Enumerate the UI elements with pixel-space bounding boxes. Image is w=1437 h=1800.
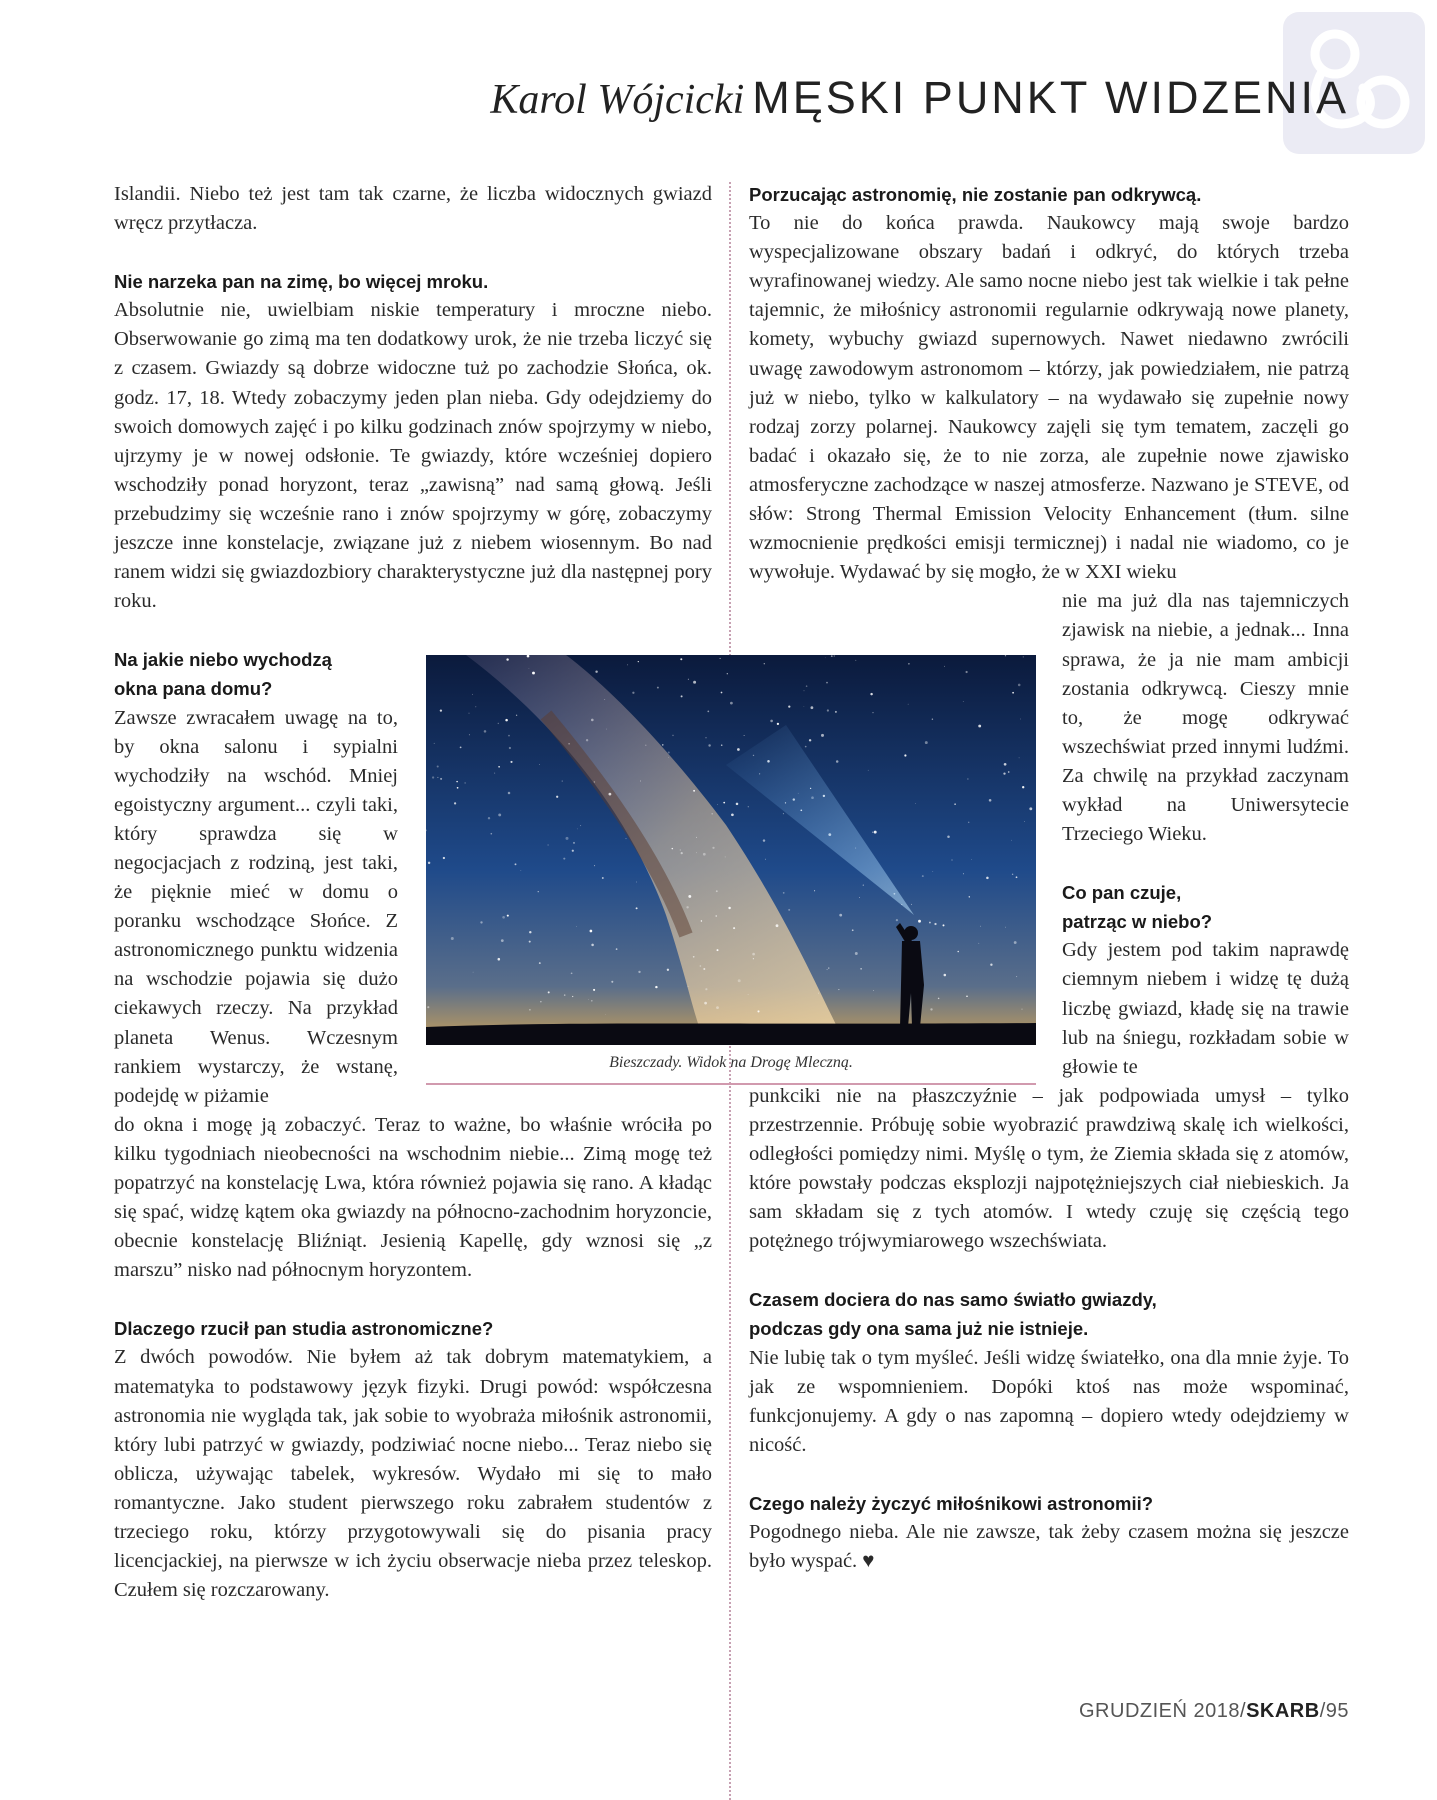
star [672,848,673,849]
star [590,930,593,933]
page-number: 95 [1325,1700,1349,1722]
star [838,989,839,990]
star [548,991,550,993]
star [696,837,697,838]
star [707,711,709,713]
star [788,909,790,911]
star [1016,876,1018,878]
star [827,709,829,711]
star [827,969,828,970]
star [588,999,589,1000]
star [547,844,548,845]
star [556,796,558,798]
star [700,965,702,967]
star [498,723,499,724]
star [510,761,512,763]
star [539,764,540,765]
star [1004,763,1007,766]
star [783,813,784,814]
star [872,832,873,833]
section-title: MĘSKI PUNKT WIDZENIA [752,72,1349,123]
star [731,813,734,816]
star [572,996,573,997]
star [563,858,565,860]
star [971,859,972,860]
star [728,907,730,909]
star [594,781,595,782]
star [473,972,474,973]
star [432,776,434,778]
star [944,666,945,667]
star [828,968,829,969]
star [502,916,505,919]
star [498,958,501,961]
page-header [490,72,1349,124]
star [573,842,575,844]
answer-discoverer-wide: To nie do końca prawda. Naukowcy mają swoje bardzo wyspecjalizowane obszary badań i odkryć, do których trzeba wyrafinowanej wiedzy. Ale samo nocne niebo jest tak wielkie i tak pełne tajemnic, że miłośnicy astronomii regularnie odkrywają nowe planety, komety, wybuchy gwiazd supernowych. Nawet niedawno zwrócili uwagę zawodowym astronomom – którzy, jak powiedziałem, nie patrzą już w niebo, tylko w kalkulatory – na wydawało się zupełnie nowy rodzaj zorzy polarnej. Naukowcy zajęli się tym tematem, zaczęli go badać i okazało się, że to nie zorza, ale zupełnie nowe zjawisko atmosferyczne zachodzące w naszej atmosferze. Nazwano je STEVE, od słów: Strong Thermal Emission Velocity Enhancement (tłum. silne wzmocnienie prędkości emisji termicznej) i nadal nie wiadomo, co je wywołuje. Wydawać by się mogło, że w XXI wieku [749,212,1349,584]
star [696,852,697,853]
question-discoverer: Porzucając astronomię, nie zostanie pan odkrywcą. [749,184,1202,205]
star [860,968,861,969]
star [465,782,466,783]
footer-separator: / [1319,1700,1326,1722]
star [506,658,508,660]
star [954,803,956,805]
star [870,693,872,695]
star [627,665,628,666]
star [951,859,952,860]
star [540,1001,541,1002]
star [1024,821,1025,822]
star [908,663,910,665]
star [818,993,819,994]
star [764,663,765,664]
star [693,956,695,958]
star [595,670,597,672]
star [529,941,531,943]
star [505,719,508,722]
star [604,699,605,700]
star [469,734,470,735]
star [693,790,695,792]
star [705,737,706,738]
star [1023,656,1024,657]
star [508,792,511,795]
star [1005,927,1006,928]
star [725,856,726,857]
question-starlight-line1: Czasem dociera do nas samo światło gwiazdy, [749,1289,1157,1311]
star [484,730,487,733]
star [564,994,565,995]
star [874,831,877,834]
star [821,734,824,737]
star [896,919,898,921]
star [440,778,442,780]
answer-feel-narrow: Gdy jestem pod takim naprawdę ciemnym niebem i widzę tę dużą liczbę gwiazd, kładę się na trawie lub na śniegu, rozkładam sobie w głowie te [1062,939,1349,1078]
star [529,931,531,933]
question-starlight-line2: podczas gdy ona sama już nie istnieje. [749,1318,1089,1340]
star [1021,1008,1022,1009]
star [456,781,457,782]
answer-winter: Absolutnie nie, uwielbiam niskie temperatury i mroczne niebo. Obserwowanie go zimą ma ten dodatkowy urok, że nie trzeba liczyć się z czasem. Gwiazdy są dobrze widoczne tuż po zachodzie Słońca, ok. godz. 17, 18. Wtedy zobaczymy jeden plan nieba. Gdy odejdziemy do swoich domowych zajęć i po kilku godzinach znów spojrzymy w niebo, ujrzymy je w nowej odsłonie. Te gwiazdy, które wcześniej dopiero wschodziły ponad horyzont, teraz „zawisną” nad samą głową. Jeśli przebudzimy się wcześnie rano i znów spojrzymy w górę, zobaczymy jeszcze inne konstelacje, związane już z niebem wiosennym. Bo nad ranem widzi się gwiazdozbiory charakterystyczne już dla następnej pory roku. [114,299,712,613]
star [911,904,912,905]
star [443,857,445,859]
star [667,969,669,971]
star [529,668,530,669]
star [672,735,674,737]
star [605,1014,606,1015]
star [978,943,979,944]
star [638,971,640,973]
star [835,711,837,713]
star [688,895,691,898]
star [491,833,493,835]
star [809,739,811,741]
star [804,690,805,691]
star [1018,684,1021,687]
star [1029,807,1032,810]
star [717,949,719,951]
star [680,658,682,660]
star [568,743,570,745]
star [752,953,755,956]
star [1011,840,1012,841]
star [855,952,858,955]
star [488,817,490,819]
star [686,906,688,908]
star [532,672,535,675]
star [1020,719,1021,720]
milky-way-image [426,655,1036,1045]
star [703,968,705,970]
star [763,839,765,841]
star [968,822,969,823]
star [580,825,581,826]
star [978,725,981,728]
star [1019,757,1020,758]
star [632,692,634,694]
star [538,891,539,892]
star [577,829,578,830]
star [915,803,916,804]
star [826,682,828,684]
star [705,988,707,990]
star [668,757,669,758]
intro-paragraph: Islandii. Niebo też jest tam tak czarne, że liczba widocznych gwiazd wręcz przytłacza. [114,183,712,235]
star [626,838,627,839]
star [1008,771,1010,773]
star [738,979,741,982]
star [805,746,807,748]
star [662,744,663,745]
star [593,989,595,991]
star [1014,941,1017,944]
star [757,1010,759,1012]
star [777,723,779,725]
star [586,739,588,741]
star [716,890,718,892]
star [638,661,639,662]
star [737,748,740,751]
star [681,695,683,697]
star [451,937,454,940]
star [701,920,702,921]
star [572,850,574,852]
answer-studies: Z dwóch powodów. Nie byłem aż tak dobrym matematykiem, a matematyka to podstawowy język fizyki. Drugi powód: współczesna astronomia nie wygląda tak, jak sobie to wyobraża miłośnik astronomii, który lubi patrzyć w gwiazdy, podziwiać nocne niebo... Teraz niebo się oblicza, używając tabelek, wykresów. Wydało mi się to mało romantyczne. Jako student pierwszego roku zabrałem studentów z trzeciego roku, którzy przygotowywali się do pisania pracy licencjackiej, na pierwsze w ich życiu obserwacje nieba przez teleskop. Czułem się rozczarowany. [114,1346,712,1602]
star [716,1006,719,1009]
star [1022,786,1024,788]
star [932,871,933,872]
star [730,702,733,705]
star [708,744,710,746]
star [723,802,725,804]
page-footer [1079,1700,1349,1723]
star [925,741,928,744]
star [704,1002,707,1005]
star [516,715,517,716]
star [494,773,495,774]
star [852,929,854,931]
star [437,765,439,767]
star [744,735,745,736]
star [437,777,438,778]
star [480,921,482,923]
star [1016,976,1017,977]
star [720,658,721,659]
star [655,986,657,988]
author-name: Karol Wójcicki [490,77,745,123]
star [990,964,992,966]
star [680,849,681,850]
star [855,660,856,661]
star [966,671,968,673]
star [783,892,785,894]
star [963,873,964,874]
question-feel-line2: patrząc w niebo? [1062,911,1213,933]
star [469,713,470,714]
star [929,922,931,924]
star [839,914,842,917]
star [562,781,563,782]
star [836,760,839,763]
star [934,923,936,925]
star [616,948,618,950]
answer-windows-narrow: Zawsze zwracałem uwagę na to, by okna salonu i sypialni wychodziły na wschód. Mniej egoistyczny argument... czyli taki, który sprawdza się w negocjacjach z rodziną, jest taki, że pięknie mieć w domu o poranku wschodzące Słońce. Z astronomicznego punktu widzenia na wschodzie pojawia się dużo ciekawych rzeczy. Na przykład planeta Wenus. Wczesnym rankiem wystarczy, że wstanę, podejdę w piżamie [114,706,398,1107]
star [967,778,968,779]
star [765,859,766,860]
star [591,944,594,947]
star [636,907,638,909]
answer-wish: Pogodnego nieba. Ale nie zawsze, tak żeby czasem można się jeszcze było wyspać. ♥ [749,1521,1349,1573]
star [873,712,874,713]
star [591,1000,593,1002]
star [711,813,713,815]
star [703,853,706,856]
star [688,679,689,680]
star [969,896,970,897]
star [508,735,510,737]
star [520,870,521,871]
star [770,720,773,723]
star [591,719,594,722]
photo-caption: Bieszczady. Widok na Drogę Mleczną. [609,1054,853,1071]
star [636,882,637,883]
star [475,706,476,707]
star [788,705,790,707]
star [825,657,826,658]
milky-way-photo [426,655,1036,1045]
star [806,685,808,687]
star [507,915,509,917]
star [957,951,959,953]
star [930,1008,932,1010]
star [594,865,595,866]
star [986,877,989,880]
answer-windows-wide: do okna i mogę ją zobaczyć. Teraz to ważne, bo właśnie wróciła po kilku tygodniach nieobecności na wschodnim niebie... Zimą mogę też popatrzyć na konstelację Lwa, która również pojawia się rano. A kładąc się spać, widzę kątem oka gwiazdy na północno-zachodnim horyzoncie, obecnie konstelację Bliźniąt. Jesienią Kapellę, gdy wznosi się „z marszu” nisko nad północnym horyzontem. [114,1113,712,1282]
star [693,681,696,684]
footer-separator: / [1240,1700,1247,1722]
star [918,920,921,923]
star [716,915,717,916]
star [733,927,735,929]
star [498,813,501,816]
star [454,802,456,804]
star [814,890,815,891]
star [943,924,945,926]
star [944,974,947,977]
caption-rule [426,1083,1036,1085]
star [831,655,833,657]
star [501,939,504,942]
star [609,793,612,796]
star [668,751,670,753]
star [748,806,749,807]
magazine-name: SKARB [1246,1700,1320,1722]
question-feel-line1: Co pan czuje, [1062,882,1182,904]
question-windows-line2: okna pana domu? [114,678,273,700]
star [1003,772,1005,774]
star [539,962,541,964]
star [873,990,874,991]
star [947,836,950,839]
star [721,744,723,746]
answer-starlight: Nie lubię tak o tym myśleć. Jeśli widzę światełko, ona dla mnie żyje. To jak ze wspomnieniem. Dopóki ktoś nas może wspominać, funkcjonujemy. A gdy o nas zapomną – dopiero wtedy odejdziemy w nicość. [749,1346,1349,1456]
star [657,687,659,689]
answer-discoverer-narrow: nie ma już dla nas tajemniczych zjawisk na niebie, a jednak... Inna sprawa, że ja nie mam ambicji zostania odkrywcą. Cieszy mnie to, że mogę odkrywać wszechświat przed innymi ludźmi. Za chwilę na przykład zaczynam wykład na Uniwersytecie Trzeciego Wieku. [1062,590,1349,846]
star [963,701,964,702]
star [1012,874,1013,875]
star [427,1006,429,1008]
star [498,766,500,768]
star [804,706,805,707]
question-wish: Czego należy życzyć miłośnikowi astronomii? [749,1492,1154,1514]
question-windows-line1: Na jakie niebo wychodzą [114,649,332,671]
star [602,877,604,879]
question-studies: Dlaczego rzucił pan studia astronomiczne? [114,1318,494,1340]
star [727,673,728,674]
star [645,745,646,746]
star [811,706,814,709]
star [1012,692,1014,694]
star [509,747,511,749]
star [571,972,573,974]
star [834,655,835,656]
star [908,704,909,705]
star [434,743,435,744]
star [736,803,739,806]
star [904,754,906,756]
star [681,852,683,854]
star [922,875,924,877]
issue-date: GRUDZIEŃ 2018 [1079,1700,1240,1722]
star [611,981,613,983]
star [859,897,860,898]
star [776,924,779,927]
star [428,862,430,864]
star [721,692,723,694]
star [576,926,577,927]
star [472,694,473,695]
star [717,804,718,805]
star [457,787,459,789]
star [529,1009,531,1011]
star [966,996,968,998]
star [688,986,689,987]
star [515,863,517,865]
star [606,729,607,730]
answer-feel-wide: punkciki nie na płaszczyźnie – jak podpowiada umysł – tylko przestrzennie. Próbuję sobie wyobrazić prawdziwą skalę ich wielkości, odległości pomiędzy nimi. Myślę o tym, że Ziemia składa się z atomów, które powstały podczas eksplozji najpotężniejszych ciał niebieskich. Ja sam składam się z tych atomów. I wtedy czuję się częścią tego potężnego trójwymiarowego wszechświata. [749,1084,1349,1253]
star [868,770,869,771]
star [712,847,714,849]
star [640,781,641,782]
star [932,718,933,719]
star [566,837,569,840]
star [460,747,462,749]
star [938,998,940,1000]
star [863,884,864,885]
star [989,799,992,802]
star [1005,655,1006,656]
question-winter: Nie narzeka pan na zimę, bo więcej mroku. [114,271,489,293]
star [980,926,981,927]
star [753,958,754,959]
star [748,994,749,995]
star [440,709,442,711]
